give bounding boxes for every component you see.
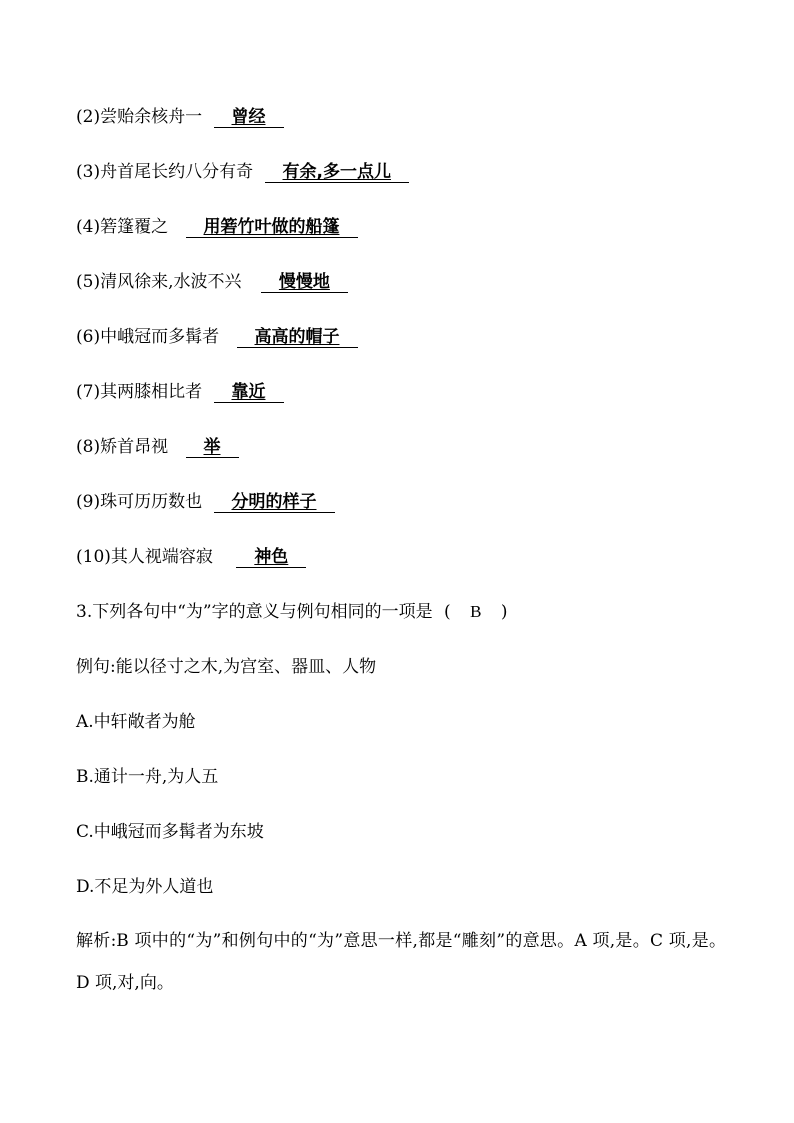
option-a: A.中轩敞者为舱: [76, 712, 196, 732]
answer-blank: 用箬竹叶做的船篷: [186, 217, 358, 238]
item-number: (4): [76, 217, 101, 237]
answer-blank: 分明的样子: [214, 492, 335, 513]
item-number: (10): [76, 547, 111, 567]
item-9: [76, 491, 335, 513]
example-sentence: 例句:能以径寸之木,为宫室、器皿、人物: [76, 657, 377, 677]
answer-blank: 举: [186, 437, 239, 458]
item-2: [76, 106, 284, 128]
answer-blank: 曾经: [214, 107, 284, 128]
item-number: (5): [76, 272, 101, 292]
item-number: (7): [76, 382, 101, 402]
item-number: (3): [76, 162, 101, 182]
item-5: [76, 271, 348, 293]
answer-blank: 高高的帽子: [237, 327, 358, 348]
analysis-paragraph: 解析:B 项中的“为”和例句中的“为”意思一样,都是“雕刻”的意思。A 项,是。C 项,是。D 项,对,向。: [76, 931, 726, 993]
item-prompt: 舟首尾长约八分有奇: [100, 162, 254, 182]
item-prompt: 箬篷覆之: [100, 217, 169, 237]
answer-paren-open: (: [444, 602, 451, 622]
option-d: D.不足为外人道也: [76, 877, 214, 897]
item-number: (8): [76, 437, 101, 457]
item-4: [76, 216, 358, 238]
answer-blank: 有余,多一点儿: [265, 162, 409, 183]
item-8: [76, 436, 239, 458]
answer-blank: 慢慢地: [261, 272, 348, 293]
item-number: (6): [76, 327, 101, 347]
item-6: [76, 326, 358, 348]
question-answer: B: [470, 602, 482, 621]
question-text: 3.下列各句中“为”字的意义与例句相同的一项是: [76, 602, 433, 622]
item-prompt: 其人视端容寂: [110, 547, 213, 567]
question-3-stem: [76, 601, 507, 623]
answer-blank: 神色: [236, 547, 306, 568]
answer-blank: 靠近: [214, 382, 284, 403]
item-3: [76, 161, 409, 183]
option-b: B.通计一舟,为人五: [76, 767, 219, 787]
item-prompt: 中峨冠而多髯者: [100, 327, 220, 347]
item-number: (9): [76, 492, 101, 512]
item-prompt: 尝贻余核舟一: [100, 107, 203, 127]
answer-paren-close: ): [500, 602, 508, 622]
item-10: [76, 546, 306, 568]
item-prompt: 清风徐来,水波不兴: [100, 272, 242, 292]
item-prompt: 其两膝相比者: [100, 382, 203, 402]
item-number: (2): [76, 107, 101, 127]
item-prompt: 珠可历历数也: [100, 492, 203, 512]
item-prompt: 矫首昂视: [100, 437, 169, 457]
option-c: C.中峨冠而多髯者为东坡: [76, 822, 264, 842]
item-7: [76, 381, 284, 403]
